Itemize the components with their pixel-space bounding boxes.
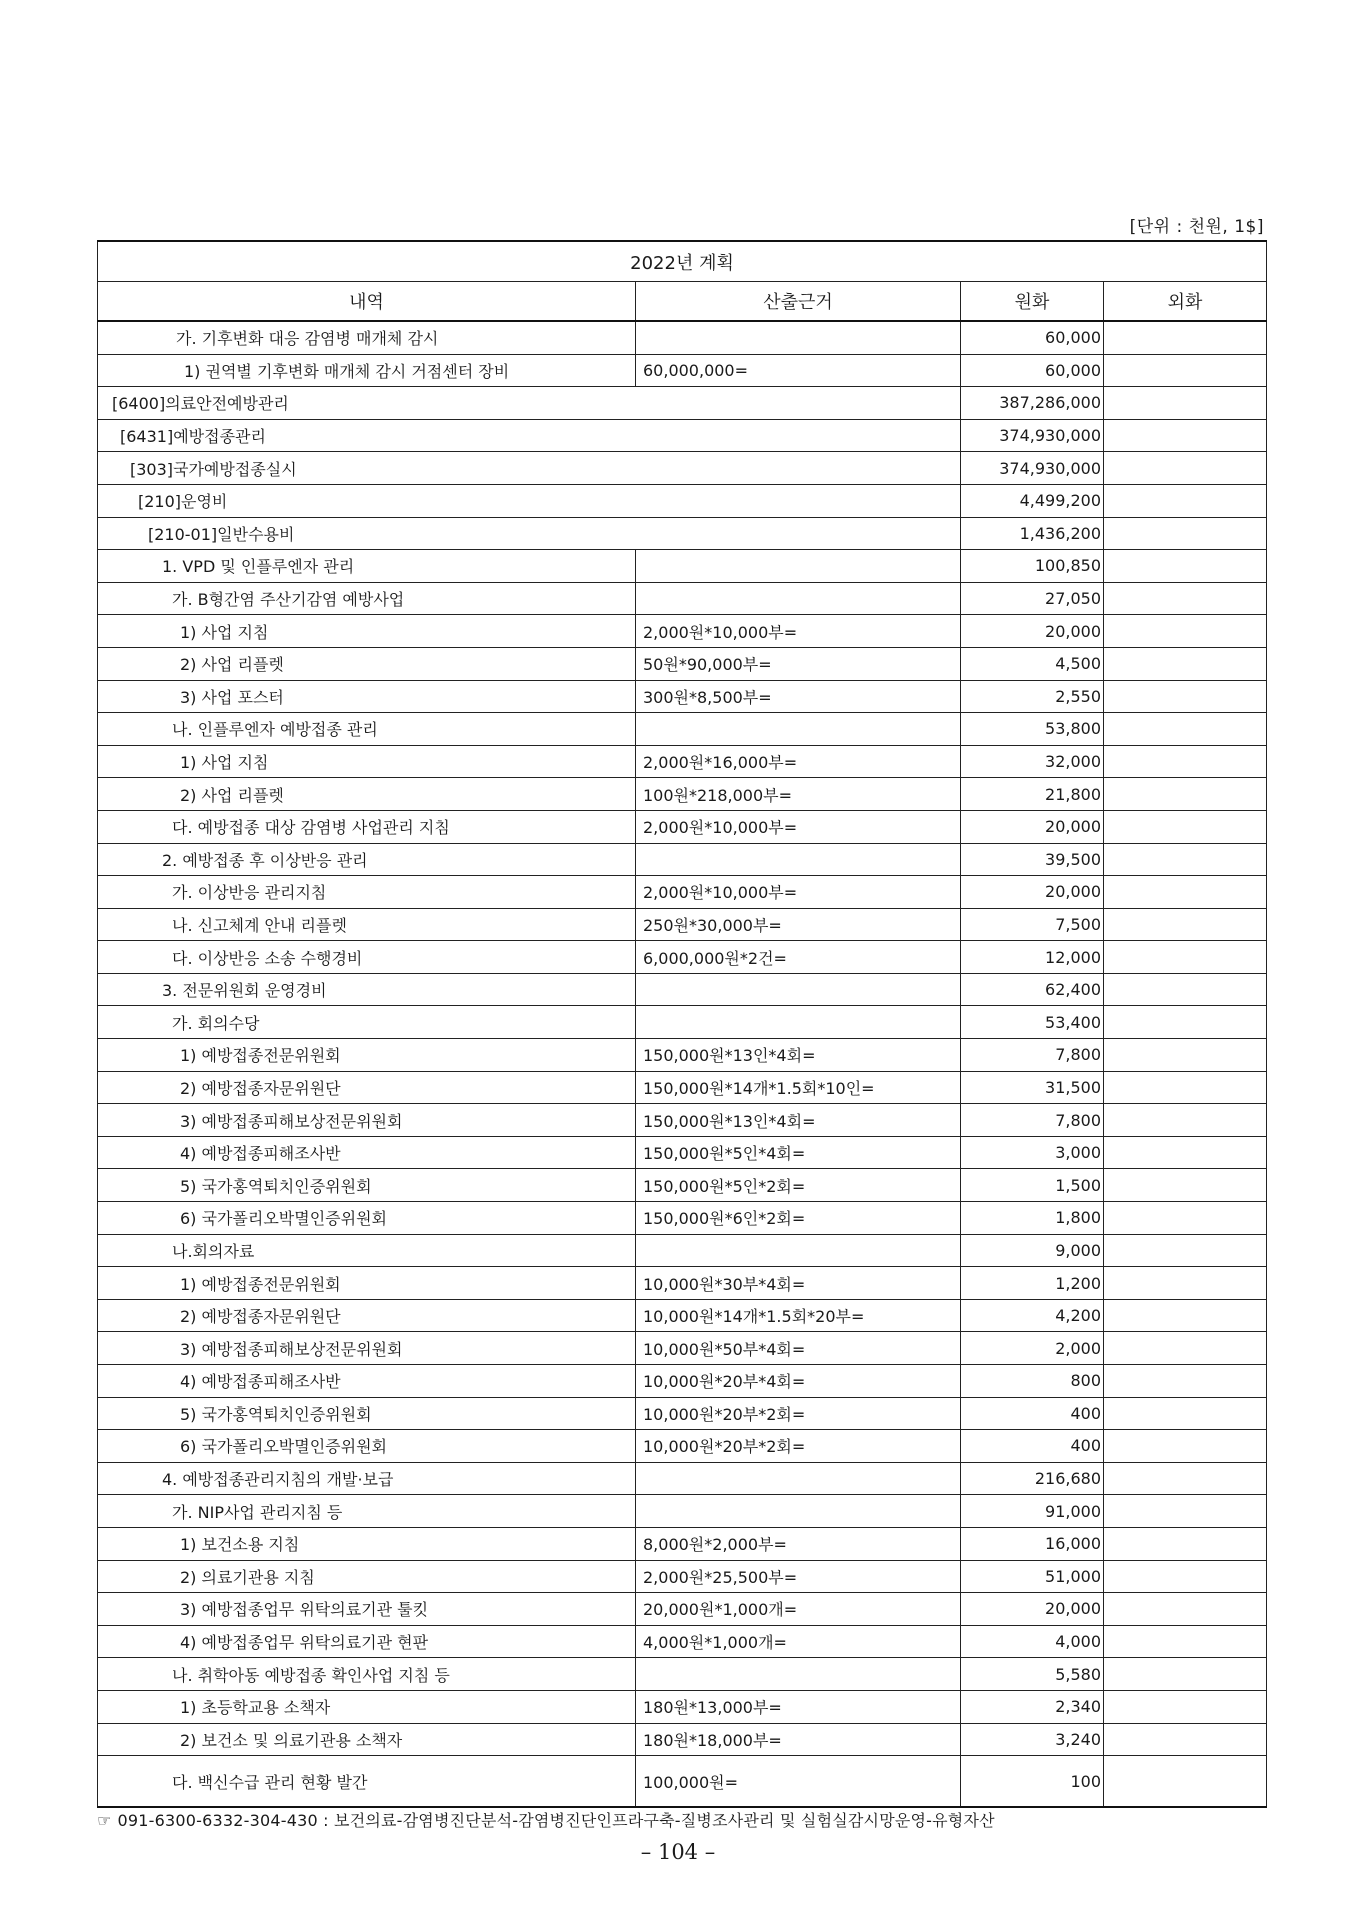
plan-header-row (98, 241, 1267, 282)
row-foreign (1104, 1006, 1267, 1039)
row-won: 62,400 (961, 973, 1104, 1006)
row-won: 31,500 (961, 1071, 1104, 1104)
row-won: 39,500 (961, 843, 1104, 876)
row-foreign (1104, 321, 1267, 354)
table-row (98, 876, 1267, 909)
row-won: 20,000 (961, 1593, 1104, 1626)
row-won: 374,930,000 (961, 452, 1104, 485)
row-item: [6400]의료안전예방관리 (98, 387, 961, 420)
row-item: 2) 의료기관용 지침 (98, 1560, 636, 1593)
row-item: 가. NIP사업 관리지침 등 (98, 1495, 636, 1528)
row-foreign (1104, 1658, 1267, 1691)
table-row (98, 321, 1267, 354)
table-row (98, 1495, 1267, 1528)
row-won: 51,000 (961, 1560, 1104, 1593)
row-basis: 150,000원*13인*4회= (636, 1104, 961, 1137)
table-row (98, 452, 1267, 485)
row-foreign (1104, 1039, 1267, 1072)
row-won: 7,800 (961, 1039, 1104, 1072)
row-item: 2) 보건소 및 의료기관용 소책자 (98, 1723, 636, 1756)
row-foreign (1104, 517, 1267, 550)
row-foreign (1104, 908, 1267, 941)
row-basis: 10,000원*20부*2회= (636, 1430, 961, 1463)
row-basis (636, 1495, 961, 1528)
header-basis: 산출근거 (636, 282, 961, 322)
row-basis: 250원*30,000부= (636, 908, 961, 941)
row-foreign (1104, 484, 1267, 517)
row-basis: 20,000원*1,000개= (636, 1593, 961, 1626)
row-item: 가. 이상반응 관리지침 (98, 876, 636, 909)
header-foreign: 외화 (1104, 282, 1267, 322)
row-won: 800 (961, 1365, 1104, 1398)
row-foreign (1104, 778, 1267, 811)
table-row (98, 908, 1267, 941)
row-item: 1) 예방접종전문위원회 (98, 1039, 636, 1072)
row-won: 1,500 (961, 1169, 1104, 1202)
row-basis (636, 1234, 961, 1267)
row-won: 32,000 (961, 745, 1104, 778)
row-foreign (1104, 713, 1267, 746)
row-item: 나.회의자료 (98, 1234, 636, 1267)
row-won: 53,800 (961, 713, 1104, 746)
row-item: 3) 예방접종업무 위탁의료기관 툴킷 (98, 1593, 636, 1626)
table-row (98, 1462, 1267, 1495)
row-won: 3,240 (961, 1723, 1104, 1756)
row-foreign (1104, 1299, 1267, 1332)
row-won: 4,499,200 (961, 484, 1104, 517)
row-basis: 2,000원*25,500부= (636, 1560, 961, 1593)
row-won: 20,000 (961, 810, 1104, 843)
row-foreign (1104, 1104, 1267, 1137)
row-won: 21,800 (961, 778, 1104, 811)
table-row (98, 1527, 1267, 1560)
row-item: 3) 예방접종피해보상전문위원회 (98, 1104, 636, 1137)
row-item: 4) 예방접종피해조사반 (98, 1136, 636, 1169)
table-row (98, 941, 1267, 974)
table-row (98, 647, 1267, 680)
table-row (98, 1593, 1267, 1626)
row-won: 4,500 (961, 647, 1104, 680)
row-item: 2) 예방접종자문위원단 (98, 1071, 636, 1104)
pointing-hand-icon: ☞ (97, 1811, 112, 1830)
row-won: 16,000 (961, 1527, 1104, 1560)
row-foreign (1104, 387, 1267, 420)
row-foreign (1104, 745, 1267, 778)
row-foreign (1104, 582, 1267, 615)
row-item: 6) 국가폴리오박멸인증위원회 (98, 1430, 636, 1463)
page-number: – 104 – (640, 1840, 716, 1864)
row-foreign (1104, 1332, 1267, 1365)
row-basis: 10,000원*20부*4회= (636, 1365, 961, 1398)
table-row (98, 1365, 1267, 1398)
row-foreign (1104, 354, 1267, 387)
row-item: [6431]예방접종관리 (98, 419, 961, 452)
row-won: 7,500 (961, 908, 1104, 941)
row-basis (636, 843, 961, 876)
row-foreign (1104, 1234, 1267, 1267)
table-row (98, 1625, 1267, 1658)
row-basis (636, 1658, 961, 1691)
row-foreign (1104, 615, 1267, 648)
row-item: 3) 예방접종피해보상전문위원회 (98, 1332, 636, 1365)
row-basis: 180원*18,000부= (636, 1723, 961, 1756)
row-item: 4) 예방접종업무 위탁의료기관 현판 (98, 1625, 636, 1658)
row-basis: 10,000원*50부*4회= (636, 1332, 961, 1365)
row-won: 216,680 (961, 1462, 1104, 1495)
row-basis (636, 1006, 961, 1039)
table-row (98, 550, 1267, 583)
budget-code-text: 091-6300-6332-304-430 : 보건의료-감염병진단분석-감염병진단인프라구축-질병조사관리 및 실험실감시망운영-유형자산 (117, 1811, 995, 1830)
row-item: 2) 사업 리플렛 (98, 778, 636, 811)
unit-label: [단위 : 천원, 1$] (1129, 217, 1264, 237)
row-foreign (1104, 973, 1267, 1006)
row-won: 387,286,000 (961, 387, 1104, 420)
table-row (98, 778, 1267, 811)
row-basis: 100,000원= (636, 1756, 961, 1808)
row-won: 91,000 (961, 1495, 1104, 1528)
row-foreign (1104, 550, 1267, 583)
row-won: 2,340 (961, 1690, 1104, 1723)
row-foreign (1104, 1756, 1267, 1808)
table-row (98, 517, 1267, 550)
row-item: 나. 인플루엔자 예방접종 관리 (98, 713, 636, 746)
row-basis (636, 550, 961, 583)
row-item: 나. 신고체계 안내 리플렛 (98, 908, 636, 941)
row-foreign (1104, 1136, 1267, 1169)
row-foreign (1104, 1625, 1267, 1658)
row-basis: 6,000,000원*2건= (636, 941, 961, 974)
row-foreign (1104, 419, 1267, 452)
row-basis: 10,000원*20부*2회= (636, 1397, 961, 1430)
table-row (98, 387, 1267, 420)
row-foreign (1104, 1071, 1267, 1104)
row-foreign (1104, 1560, 1267, 1593)
row-basis: 50원*90,000부= (636, 647, 961, 680)
row-item: 2) 사업 리플렛 (98, 647, 636, 680)
row-foreign (1104, 452, 1267, 485)
row-foreign (1104, 1723, 1267, 1756)
table-row (98, 1169, 1267, 1202)
row-won: 60,000 (961, 354, 1104, 387)
row-item: 다. 이상반응 소송 수행경비 (98, 941, 636, 974)
row-item: [210]운영비 (98, 484, 961, 517)
row-foreign (1104, 1169, 1267, 1202)
column-header-row (98, 282, 1267, 322)
row-basis: 2,000원*10,000부= (636, 615, 961, 648)
row-basis: 2,000원*10,000부= (636, 876, 961, 909)
row-won: 100 (961, 1756, 1104, 1808)
row-basis: 8,000원*2,000부= (636, 1527, 961, 1560)
table-row (98, 810, 1267, 843)
table-row (98, 713, 1267, 746)
row-won: 1,800 (961, 1202, 1104, 1235)
row-item: 가. B형간염 주산기감염 예방사업 (98, 582, 636, 615)
table-row (98, 1267, 1267, 1300)
plan-title: 2022년 계획 (98, 241, 1267, 282)
table-row (98, 1299, 1267, 1332)
row-basis: 10,000원*30부*4회= (636, 1267, 961, 1300)
row-won: 400 (961, 1397, 1104, 1430)
row-foreign (1104, 1593, 1267, 1626)
row-item: 4. 예방접종관리지침의 개발·보급 (98, 1462, 636, 1495)
row-won: 20,000 (961, 876, 1104, 909)
table-row (98, 1723, 1267, 1756)
row-won: 100,850 (961, 550, 1104, 583)
header-won: 원화 (961, 282, 1104, 322)
row-item: 5) 국가홍역퇴치인증위원회 (98, 1397, 636, 1430)
table-row (98, 843, 1267, 876)
row-foreign (1104, 1495, 1267, 1528)
row-won: 4,200 (961, 1299, 1104, 1332)
row-basis (636, 582, 961, 615)
row-basis: 150,000원*6인*2회= (636, 1202, 961, 1235)
table-row (98, 1234, 1267, 1267)
row-basis (636, 321, 961, 354)
row-item: 다. 예방접종 대상 감염병 사업관리 지침 (98, 810, 636, 843)
row-item: 1. VPD 및 인플루엔자 관리 (98, 550, 636, 583)
row-item: 가. 기후변화 대응 감염병 매개체 감시 (98, 321, 636, 354)
row-item: 4) 예방접종피해조사반 (98, 1365, 636, 1398)
row-basis (636, 973, 961, 1006)
row-basis: 2,000원*16,000부= (636, 745, 961, 778)
table-row (98, 1397, 1267, 1430)
row-foreign (1104, 1267, 1267, 1300)
row-won: 374,930,000 (961, 419, 1104, 452)
table-row (98, 1756, 1267, 1808)
budget-table (97, 240, 1267, 1808)
row-foreign (1104, 1397, 1267, 1430)
header-item: 내역 (98, 282, 636, 322)
table-row (98, 973, 1267, 1006)
table-row (98, 484, 1267, 517)
budget-code-footer (97, 1808, 995, 1831)
row-foreign (1104, 941, 1267, 974)
row-foreign (1104, 1527, 1267, 1560)
row-item: [210-01]일반수용비 (98, 517, 961, 550)
row-won: 60,000 (961, 321, 1104, 354)
table-row (98, 1560, 1267, 1593)
table-row (98, 1104, 1267, 1137)
row-won: 20,000 (961, 615, 1104, 648)
row-won: 27,050 (961, 582, 1104, 615)
row-basis: 300원*8,500부= (636, 680, 961, 713)
table-row (98, 582, 1267, 615)
table-row (98, 354, 1267, 387)
row-item: 1) 사업 지침 (98, 745, 636, 778)
table-row (98, 745, 1267, 778)
row-item: 1) 보건소용 지침 (98, 1527, 636, 1560)
row-won: 2,550 (961, 680, 1104, 713)
table-row (98, 1332, 1267, 1365)
row-basis: 150,000원*14개*1.5회*10인= (636, 1071, 961, 1104)
row-basis: 10,000원*14개*1.5회*20부= (636, 1299, 961, 1332)
row-foreign (1104, 1462, 1267, 1495)
table-row (98, 1006, 1267, 1039)
row-basis: 2,000원*10,000부= (636, 810, 961, 843)
row-foreign (1104, 1202, 1267, 1235)
table-row (98, 1136, 1267, 1169)
row-item: 3. 전문위원회 운영경비 (98, 973, 636, 1006)
row-item: 다. 백신수급 관리 현황 발간 (98, 1756, 636, 1808)
row-basis (636, 1462, 961, 1495)
row-foreign (1104, 810, 1267, 843)
row-won: 3,000 (961, 1136, 1104, 1169)
row-foreign (1104, 843, 1267, 876)
row-won: 12,000 (961, 941, 1104, 974)
row-item: 1) 예방접종전문위원회 (98, 1267, 636, 1300)
row-item: 가. 회의수당 (98, 1006, 636, 1039)
row-won: 2,000 (961, 1332, 1104, 1365)
row-foreign (1104, 1365, 1267, 1398)
table-row (98, 1658, 1267, 1691)
table-row (98, 615, 1267, 648)
table-row (98, 1202, 1267, 1235)
row-won: 9,000 (961, 1234, 1104, 1267)
row-basis: 100원*218,000부= (636, 778, 961, 811)
row-won: 400 (961, 1430, 1104, 1463)
table-row (98, 1430, 1267, 1463)
row-basis: 150,000원*5인*2회= (636, 1169, 961, 1202)
row-item: 3) 사업 포스터 (98, 680, 636, 713)
row-won: 1,436,200 (961, 517, 1104, 550)
row-item: [303]국가예방접종실시 (98, 452, 961, 485)
table-row (98, 1039, 1267, 1072)
row-won: 5,580 (961, 1658, 1104, 1691)
row-foreign (1104, 647, 1267, 680)
row-basis: 4,000원*1,000개= (636, 1625, 961, 1658)
row-item: 1) 초등학교용 소책자 (98, 1690, 636, 1723)
row-basis: 60,000,000= (636, 354, 961, 387)
table-row (98, 1690, 1267, 1723)
row-won: 4,000 (961, 1625, 1104, 1658)
row-foreign (1104, 876, 1267, 909)
row-basis: 180원*13,000부= (636, 1690, 961, 1723)
row-foreign (1104, 1430, 1267, 1463)
row-item: 나. 취학아동 예방접종 확인사업 지침 등 (98, 1658, 636, 1691)
row-won: 7,800 (961, 1104, 1104, 1137)
row-item: 1) 사업 지침 (98, 615, 636, 648)
budget-rows (98, 321, 1267, 1807)
table-row (98, 419, 1267, 452)
row-item: 5) 국가홍역퇴치인증위원회 (98, 1169, 636, 1202)
row-basis: 150,000원*5인*4회= (636, 1136, 961, 1169)
row-item: 2) 예방접종자문위원단 (98, 1299, 636, 1332)
row-item: 2. 예방접종 후 이상반응 관리 (98, 843, 636, 876)
row-foreign (1104, 680, 1267, 713)
table-row (98, 1071, 1267, 1104)
row-basis (636, 713, 961, 746)
row-item: 6) 국가폴리오박멸인증위원회 (98, 1202, 636, 1235)
row-basis: 150,000원*13인*4회= (636, 1039, 961, 1072)
row-item: 1) 권역별 기후변화 매개체 감시 거점센터 장비 (98, 354, 636, 387)
table-row (98, 680, 1267, 713)
row-foreign (1104, 1690, 1267, 1723)
row-won: 53,400 (961, 1006, 1104, 1039)
row-won: 1,200 (961, 1267, 1104, 1300)
